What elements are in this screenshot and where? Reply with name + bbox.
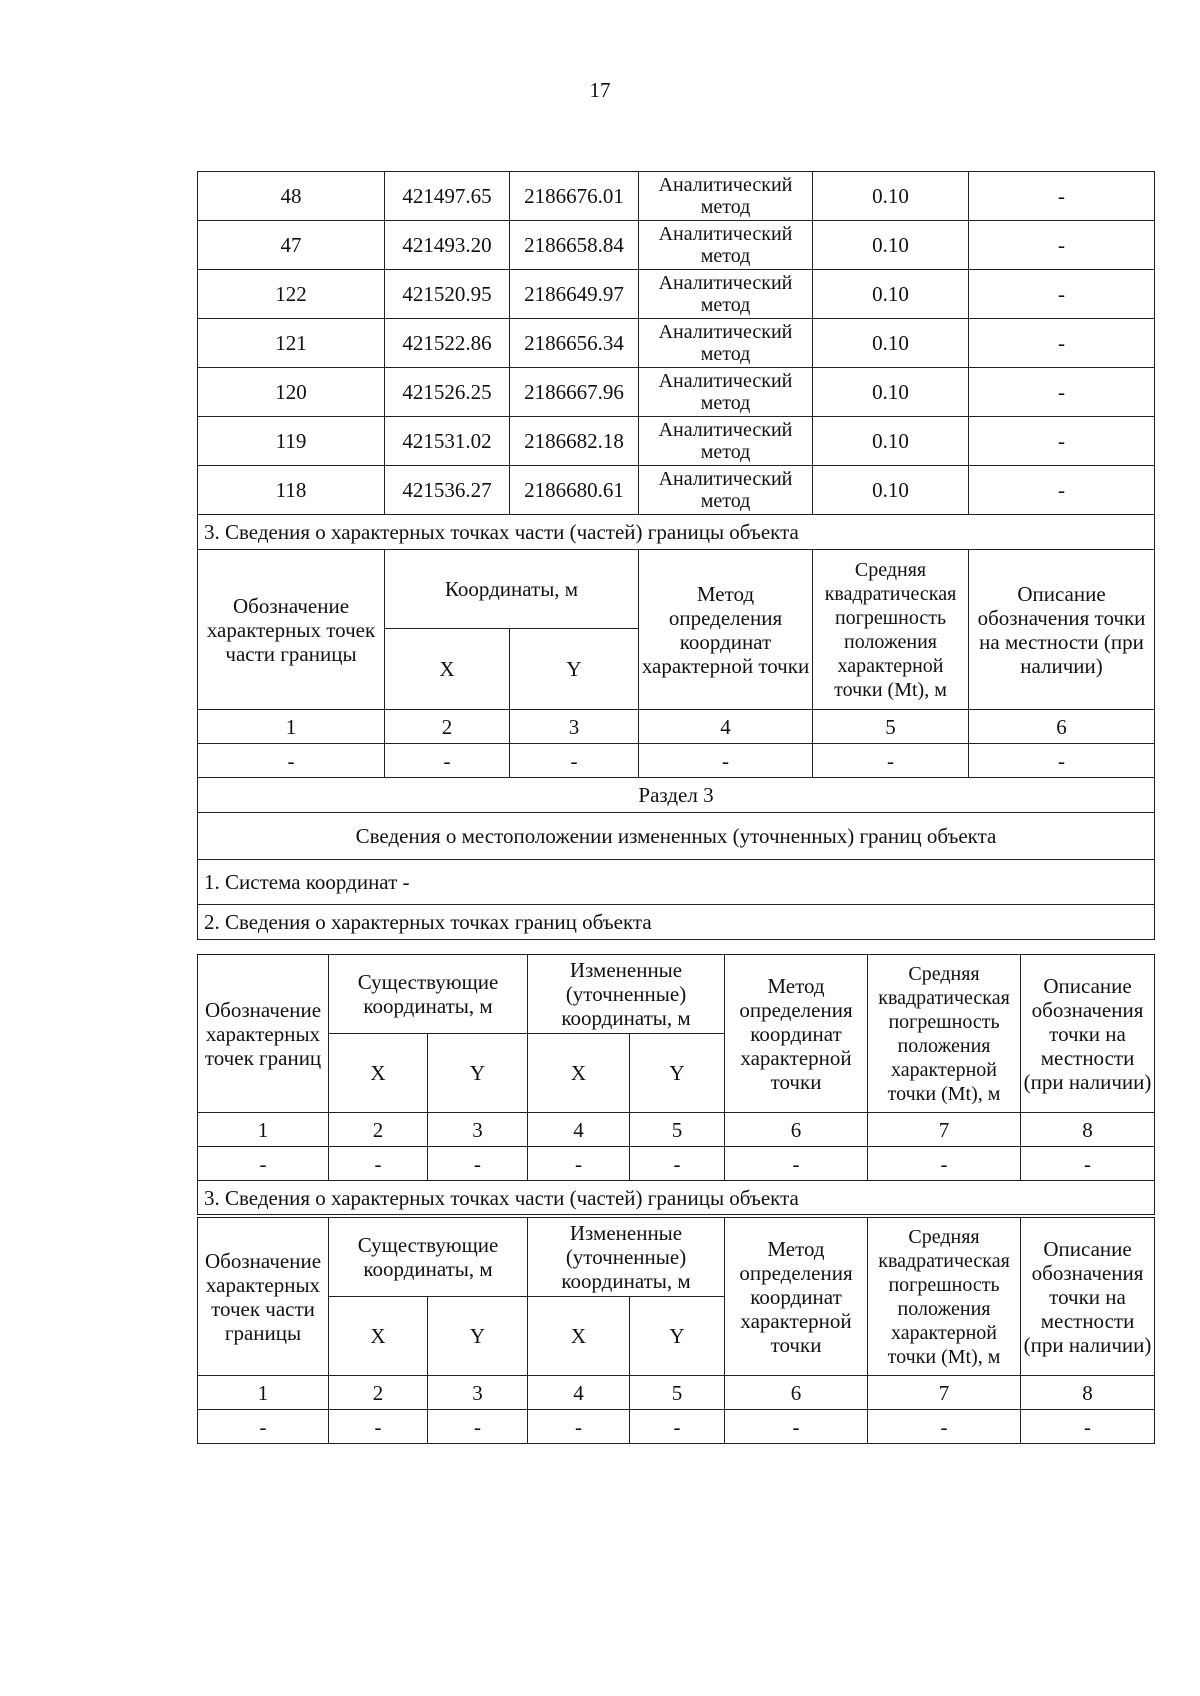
header-desc: Описание обозначения точки на местности (при наличии) (1021, 955, 1155, 1113)
empty-cell: - (198, 744, 385, 778)
header-y: Y (630, 1297, 725, 1376)
empty-cell: - (1021, 1147, 1155, 1181)
coordinates-table (197, 171, 1155, 940)
empty-cell: - (813, 744, 969, 778)
column-number: 2 (329, 1376, 428, 1410)
table-row (198, 172, 1155, 221)
column-number: 5 (630, 1376, 725, 1410)
part-points-title: 3. Сведения о характерных точках части (частей) границы объекта (198, 1181, 1155, 1215)
header-changed-coords: Измененные (уточненные) координаты, м (528, 955, 725, 1034)
empty-cell: - (528, 1410, 630, 1444)
column-number: 3 (510, 710, 639, 744)
header-method: Метод определения координат характерной точки (639, 550, 813, 710)
header-y: Y (428, 1297, 528, 1376)
column-number: 7 (868, 1113, 1021, 1147)
column-number: 5 (813, 710, 969, 744)
column-number: 8 (1021, 1376, 1155, 1410)
point-id-cell: 122 (198, 270, 385, 319)
table-row (198, 417, 1155, 466)
header-mt: Средняя квадратическая погрешность положения характерной точки (Mt), м (868, 1218, 1021, 1376)
column-number: 1 (198, 1376, 329, 1410)
method-cell: Аналитический метод (639, 172, 813, 221)
column-number: 5 (630, 1113, 725, 1147)
empty-cell: - (639, 744, 813, 778)
empty-cell: - (868, 1410, 1021, 1444)
description-cell: - (969, 368, 1155, 417)
point-id-cell: 119 (198, 417, 385, 466)
x-coordinate-cell: 421526.25 (385, 368, 510, 417)
column-number: 3 (428, 1376, 528, 1410)
empty-cell: - (329, 1147, 428, 1181)
empty-cell: - (868, 1147, 1021, 1181)
method-cell: Аналитический метод (639, 417, 813, 466)
mt-cell: 0.10 (813, 368, 969, 417)
header-y: Y (428, 1034, 528, 1113)
column-number: 2 (329, 1113, 428, 1147)
column-number: 1 (198, 710, 385, 744)
y-coordinate-cell: 2186649.97 (510, 270, 639, 319)
mt-cell: 0.10 (813, 172, 969, 221)
table-row (198, 368, 1155, 417)
header-method: Метод определения координат характерной точки (725, 955, 868, 1113)
header-x: X (329, 1034, 428, 1113)
header-y: Y (510, 629, 639, 710)
header-designation: Обозначение характерных точек части границы (198, 1218, 329, 1376)
column-number: 4 (528, 1376, 630, 1410)
method-cell: Аналитический метод (639, 466, 813, 515)
mt-cell: 0.10 (813, 319, 969, 368)
table-row (198, 466, 1155, 515)
y-coordinate-cell: 2186680.61 (510, 466, 639, 515)
empty-cell: - (428, 1147, 528, 1181)
empty-cell: - (329, 1410, 428, 1444)
x-coordinate-cell: 421531.02 (385, 417, 510, 466)
column-number: 4 (639, 710, 813, 744)
y-coordinate-cell: 2186676.01 (510, 172, 639, 221)
point-id-cell: 120 (198, 368, 385, 417)
x-coordinate-cell: 421522.86 (385, 319, 510, 368)
column-number: 2 (385, 710, 510, 744)
description-cell: - (969, 172, 1155, 221)
header-changed-coords: Измененные (уточненные) координаты, м (528, 1218, 725, 1297)
column-number: 6 (725, 1376, 868, 1410)
point-id-cell: 48 (198, 172, 385, 221)
header-mt: Средняя квадратическая погрешность положения характерной точки (Mt), м (813, 550, 969, 710)
column-number: 8 (1021, 1113, 1155, 1147)
method-cell: Аналитический метод (639, 270, 813, 319)
coordinate-system: 1. Система координат - (198, 860, 1155, 905)
method-cell: Аналитический метод (639, 221, 813, 270)
empty-cell: - (198, 1410, 329, 1444)
mt-cell: 0.10 (813, 270, 969, 319)
table-row (198, 221, 1155, 270)
empty-cell: - (510, 744, 639, 778)
header-designation: Обозначение характерных точек части границы (198, 550, 385, 710)
section-label: Раздел 3 (198, 778, 1155, 813)
empty-cell: - (630, 1410, 725, 1444)
page-number: 17 (589, 78, 611, 102)
empty-cell: - (385, 744, 510, 778)
header-mt: Средняя квадратическая погрешность положения характерной точки (Mt), м (868, 955, 1021, 1113)
header-x: X (385, 629, 510, 710)
table-row (198, 319, 1155, 368)
header-method: Метод определения координат характерной точки (725, 1218, 868, 1376)
boundary-points-table (197, 954, 1155, 1215)
column-number: 1 (198, 1113, 329, 1147)
header-desc: Описание обозначения точки на местности (при наличии) (969, 550, 1155, 710)
boundary-points-title: 2. Сведения о характерных точках границ объекта (198, 905, 1155, 940)
header-existing-coords: Существующие координаты, м (329, 1218, 528, 1297)
column-number: 4 (528, 1113, 630, 1147)
x-coordinate-cell: 421493.20 (385, 221, 510, 270)
column-number: 7 (868, 1376, 1021, 1410)
x-coordinate-cell: 421497.65 (385, 172, 510, 221)
x-coordinate-cell: 421520.95 (385, 270, 510, 319)
y-coordinate-cell: 2186656.34 (510, 319, 639, 368)
mt-cell: 0.10 (813, 221, 969, 270)
column-number: 3 (428, 1113, 528, 1147)
method-cell: Аналитический метод (639, 319, 813, 368)
point-id-cell: 47 (198, 221, 385, 270)
description-cell: - (969, 417, 1155, 466)
point-id-cell: 121 (198, 319, 385, 368)
empty-cell: - (969, 744, 1155, 778)
x-coordinate-cell: 421536.27 (385, 466, 510, 515)
description-cell: - (969, 319, 1155, 368)
header-y: Y (630, 1034, 725, 1113)
description-cell: - (969, 270, 1155, 319)
header-x: X (329, 1297, 428, 1376)
part-points-table (197, 1217, 1155, 1444)
mt-cell: 0.10 (813, 466, 969, 515)
method-cell: Аналитический метод (639, 368, 813, 417)
empty-cell: - (528, 1147, 630, 1181)
column-number: 6 (969, 710, 1155, 744)
section-title: Сведения о местоположении измененных (уточненных) границ объекта (198, 813, 1155, 860)
empty-cell: - (725, 1410, 868, 1444)
empty-cell: - (1021, 1410, 1155, 1444)
empty-cell: - (198, 1147, 329, 1181)
header-x: X (528, 1034, 630, 1113)
empty-cell: - (725, 1147, 868, 1181)
point-id-cell: 118 (198, 466, 385, 515)
description-cell: - (969, 466, 1155, 515)
y-coordinate-cell: 2186667.96 (510, 368, 639, 417)
header-x: X (528, 1297, 630, 1376)
mt-cell: 0.10 (813, 417, 969, 466)
header-designation: Обозначение характерных точек границ (198, 955, 329, 1113)
header-desc: Описание обозначения точки на местности (при наличии) (1021, 1218, 1155, 1376)
column-number: 6 (725, 1113, 868, 1147)
empty-cell: - (428, 1410, 528, 1444)
y-coordinate-cell: 2186682.18 (510, 417, 639, 466)
y-coordinate-cell: 2186658.84 (510, 221, 639, 270)
part-points-title: 3. Сведения о характерных точках части (частей) границы объекта (198, 515, 1155, 550)
empty-cell: - (630, 1147, 725, 1181)
description-cell: - (969, 221, 1155, 270)
header-existing-coords: Существующие координаты, м (329, 955, 528, 1034)
header-coords: Координаты, м (385, 550, 639, 629)
table-row (198, 270, 1155, 319)
